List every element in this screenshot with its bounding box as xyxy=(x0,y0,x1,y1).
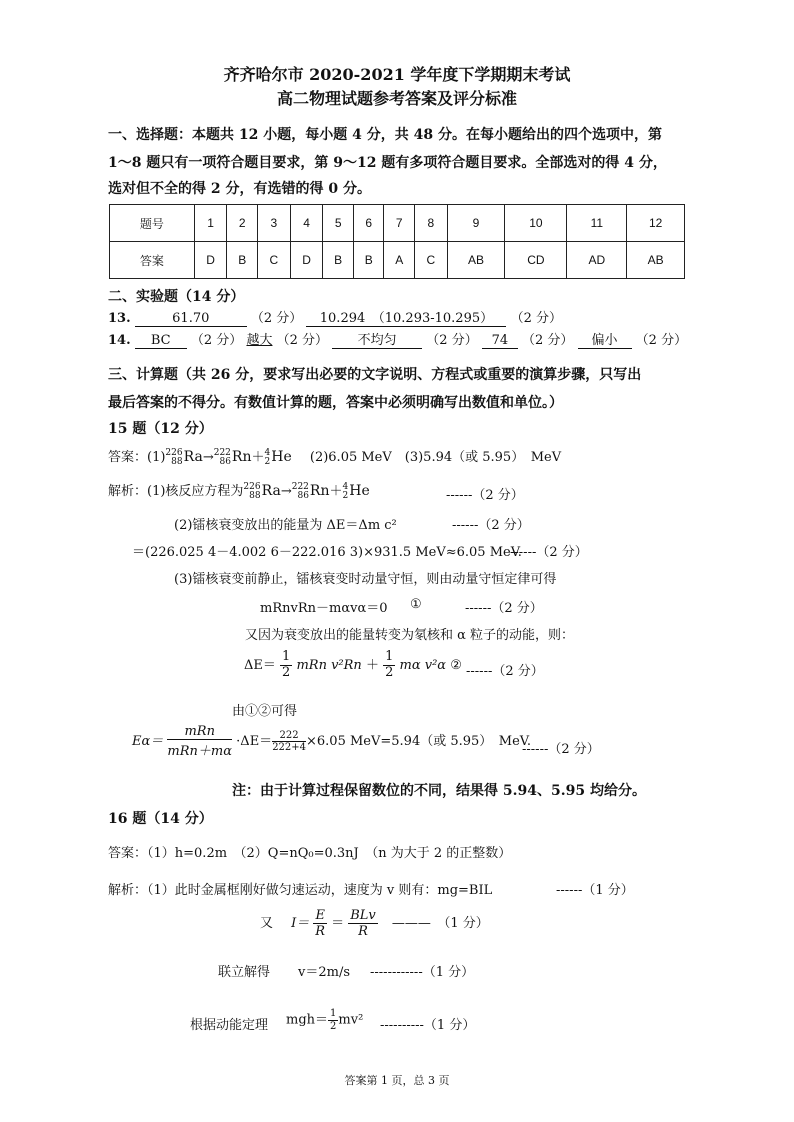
q15-analysis1-text: 解析：(1)核反应方程为 xyxy=(108,484,244,499)
rn-kinetic: mRn v²Rn xyxy=(296,657,362,673)
ea-rest: ×6.05 MeV=5.94（或 5.95） MeV. xyxy=(306,734,532,749)
q14-score2: （2 分） xyxy=(276,333,329,348)
e-over-r xyxy=(313,908,327,939)
table-cell: 6 xyxy=(353,205,384,242)
q15-energy-score: ------（2 分） xyxy=(466,664,544,679)
he-z-2: 2 xyxy=(342,490,349,501)
arrow: → xyxy=(202,450,214,465)
r-den: R xyxy=(315,924,326,939)
rn-z-2: 86 xyxy=(297,490,309,501)
number-fraction xyxy=(272,730,306,754)
exam-title: 齐齐哈尔市 2020-2021 学年度下学期期末考试 xyxy=(223,65,571,84)
q14-line xyxy=(108,329,687,349)
blv-num: BLv xyxy=(350,908,376,923)
table-label-number: 题号 xyxy=(110,205,195,242)
equals: ＝ xyxy=(331,916,345,931)
table-cell: A xyxy=(384,242,415,279)
ra-index xyxy=(165,449,182,467)
he-symbol-2: He xyxy=(349,483,370,499)
table-cell: 12 xyxy=(627,205,685,242)
ea-mid: ·ΔE＝ xyxy=(236,734,273,749)
plus: ＋ xyxy=(251,450,265,465)
blv-over-r xyxy=(348,908,378,939)
q15-energy-equation xyxy=(244,650,462,681)
ra-index-2 xyxy=(243,483,260,501)
he-mass: 4 xyxy=(264,447,271,458)
rn-mass-2: 222 xyxy=(291,481,309,492)
e-num: E xyxy=(315,908,325,923)
section3-line1: 三、计算题（共 26 分，要求写出必要的文字说明、方程式或重要的演算步骤，只写出 xyxy=(108,367,642,383)
q16-analysis1: 解析：（1）此时金属框刚好做匀速运动，速度为 v 则有：mg=BIL xyxy=(108,883,493,898)
he-mass-2: 4 xyxy=(342,481,349,492)
q16-current-equation xyxy=(260,908,489,939)
q14-answer5: 偏小 xyxy=(578,329,632,349)
table-cell: 4 xyxy=(290,205,323,242)
rn-index-2 xyxy=(292,483,309,501)
q16-solve-score: ------------（1 分） xyxy=(370,965,475,980)
table-cell: 3 xyxy=(257,205,290,242)
q15-note: 注：由于计算过程保留数位的不同，结果得 5.94、5.95 均给分。 xyxy=(232,783,646,799)
table-cell: B xyxy=(323,242,354,279)
arrow-2: → xyxy=(280,484,292,499)
den-226: 222+4 xyxy=(272,742,307,753)
he-z: 2 xyxy=(264,456,271,467)
table-cell: AB xyxy=(447,242,505,279)
r-den-2: R xyxy=(358,924,368,939)
q15-heading: 15 题（12 分） xyxy=(108,421,213,437)
current-left: I＝ xyxy=(291,916,310,931)
q14-number: 14. xyxy=(108,333,131,348)
table-cell: 9 xyxy=(447,205,505,242)
q13-answer1: 61.70 xyxy=(135,311,247,327)
half-fraction-2 xyxy=(383,650,395,681)
section1-line3: 选对但不全的得 2 分，有选错的得 0 分。 xyxy=(108,181,371,197)
q16-solve-equation: v＝2m/s xyxy=(298,965,350,980)
plus-op: ＋ xyxy=(365,657,379,673)
section3-line2: 最后答案的不得分。有数值计算的题，答案中必须明确写出数值和单位。） xyxy=(108,395,563,411)
q14-score4: （2 分） xyxy=(521,333,574,348)
he-index-2 xyxy=(343,483,349,501)
q15-analysis1 xyxy=(108,480,370,501)
q15-answer-prefix: 答案：(1) xyxy=(108,450,166,465)
q15-momentum-score: ------（2 分） xyxy=(465,601,543,616)
energy-half-den: 2 xyxy=(330,1020,337,1032)
table-cell: C xyxy=(257,242,290,279)
q15-analysis1-score: ------（2 分） xyxy=(446,488,524,503)
table-cell: B xyxy=(353,242,384,279)
q13-number: 13. xyxy=(108,311,131,326)
ra-mass: 226 xyxy=(165,447,183,458)
q15-momentum: mRnvRn－mαvα＝0 xyxy=(260,601,388,616)
q14-answer2: 越大 xyxy=(246,333,273,348)
mgh: mgh＝ xyxy=(286,1012,329,1028)
table-cell: 11 xyxy=(567,205,627,242)
q14-score1: （2 分） xyxy=(190,333,243,348)
table-cell: 7 xyxy=(384,205,415,242)
q15-ea-score: ------（2 分） xyxy=(522,742,600,757)
q16-answer: 答案：（1）h=0.2m （2）Q=nQ₀=0.3nJ （n 为大于 2 的正整数） xyxy=(108,846,512,861)
q15-analysis4: (3)镭核衰变前静止，镭核衰变时动量守恒，则由动量守恒定律可得 xyxy=(174,572,557,587)
table-cell: 10 xyxy=(505,205,567,242)
q15-analysis3: ＝(226.025 4－4.002 6－222.016 3)×931.5 MeV≈6.05 MeV. xyxy=(132,545,522,560)
rn-symbol-2: Rn xyxy=(309,483,330,499)
q15-analysis3-score: ------（2 分） xyxy=(510,545,588,560)
section2-heading: 二、实验题（14 分） xyxy=(108,289,245,305)
table-cell: CD xyxy=(505,242,567,279)
mass-num: mRn xyxy=(167,724,232,740)
half-fraction xyxy=(280,650,292,681)
q15-ea-equation xyxy=(132,724,531,759)
q15-answer xyxy=(108,446,561,467)
rn-symbol: Rn xyxy=(231,449,252,465)
ra-z: 88 xyxy=(171,456,183,467)
table-cell: AD xyxy=(567,242,627,279)
q13-answer2: 10.294 （10.293-10.295） xyxy=(306,307,506,327)
ra-mass-2: 226 xyxy=(243,481,261,492)
q16-heading: 16 题（14 分） xyxy=(108,811,213,827)
num-222: 222 xyxy=(272,730,306,743)
q16-solve-label: 联立解得 xyxy=(218,965,271,980)
alpha-kinetic: mα v²α xyxy=(399,657,447,673)
table-cell: AB xyxy=(627,242,685,279)
q15-momentum-mark: ① xyxy=(410,597,422,612)
table-cell: 8 xyxy=(414,205,447,242)
table-row-answers xyxy=(110,242,685,279)
rn-z: 86 xyxy=(219,456,231,467)
section1-line2: 1～8 题只有一项符合题目要求，第 9～12 题有多项符合题目要求。全部选对的得 4 分， xyxy=(108,155,667,171)
half-den-2: 2 xyxy=(385,664,394,680)
answer-table xyxy=(109,204,685,279)
table-cell: 2 xyxy=(227,205,258,242)
half-num: 1 xyxy=(282,649,291,664)
he-index xyxy=(265,449,271,467)
energy-mark: ② xyxy=(450,657,462,673)
ra-symbol-2: Ra xyxy=(261,483,281,499)
ea-left: Eα＝ xyxy=(132,734,164,749)
table-cell: 1 xyxy=(194,205,227,242)
q16-analysis1-score: ------（1 分） xyxy=(556,883,634,898)
table-cell: 5 xyxy=(323,205,354,242)
delta-e: ΔE＝ xyxy=(244,657,276,673)
q14-score3: （2 分） xyxy=(426,333,478,348)
rn-index xyxy=(214,449,231,467)
q16-energy-equation xyxy=(286,1008,363,1032)
q13-score2: （2 分） xyxy=(510,311,562,326)
table-cell: D xyxy=(194,242,227,279)
table-cell: D xyxy=(290,242,323,279)
q14-answer4: 74 xyxy=(482,333,518,349)
table-cell: C xyxy=(414,242,447,279)
q13-line xyxy=(108,307,562,327)
mass-fraction xyxy=(167,724,232,759)
q15-combine: 由①②可得 xyxy=(232,704,298,719)
again-label: 又 xyxy=(260,916,274,931)
q15-energy-text: 又因为衰变放出的能量转变为氡核和 α 粒子的动能，则： xyxy=(245,628,575,643)
q15-answer-rest: (2)6.05 MeV (3)5.94（或 5.95） MeV xyxy=(309,450,562,465)
exam-subtitle: 高二物理试题参考答案及评分标准 xyxy=(276,89,517,108)
table-row-numbers xyxy=(110,205,685,242)
q16-energy-score: ----------（1 分） xyxy=(380,1018,476,1033)
page-footer: 答案第 1 页，总 3 页 xyxy=(344,1074,450,1087)
ra-z-2: 88 xyxy=(249,490,261,501)
q14-answer3: 不均匀 xyxy=(332,329,422,349)
ra-symbol: Ra xyxy=(183,449,203,465)
current-score: ——— （1 分） xyxy=(391,916,489,931)
he-symbol: He xyxy=(271,449,292,465)
q13-score1: （2 分） xyxy=(250,311,303,326)
mass-den: mRn＋mα xyxy=(167,744,233,759)
section1-line1: 一、选择题：本题共 12 小题，每小题 4 分，共 48 分。在每小题给出的四个选项中，第 xyxy=(108,127,662,143)
mv-squared: mv² xyxy=(338,1012,364,1028)
q16-energy-label: 根据动能定理 xyxy=(190,1018,269,1033)
q14-answer1: BC xyxy=(135,333,187,349)
rn-mass: 222 xyxy=(213,447,231,458)
half-num-2: 1 xyxy=(385,649,394,664)
energy-half xyxy=(328,1008,338,1032)
energy-half-num: 1 xyxy=(330,1008,337,1019)
half-den: 2 xyxy=(282,664,291,680)
plus-2: ＋ xyxy=(329,484,343,499)
q14-score5: （2 分） xyxy=(635,333,688,348)
table-label-answer: 答案 xyxy=(110,242,195,279)
q15-analysis2: (2)镭核衰变放出的能量为 ΔE＝Δm c² xyxy=(174,518,397,533)
q15-analysis2-score: ------（2 分） xyxy=(452,518,530,533)
table-cell: B xyxy=(227,242,258,279)
